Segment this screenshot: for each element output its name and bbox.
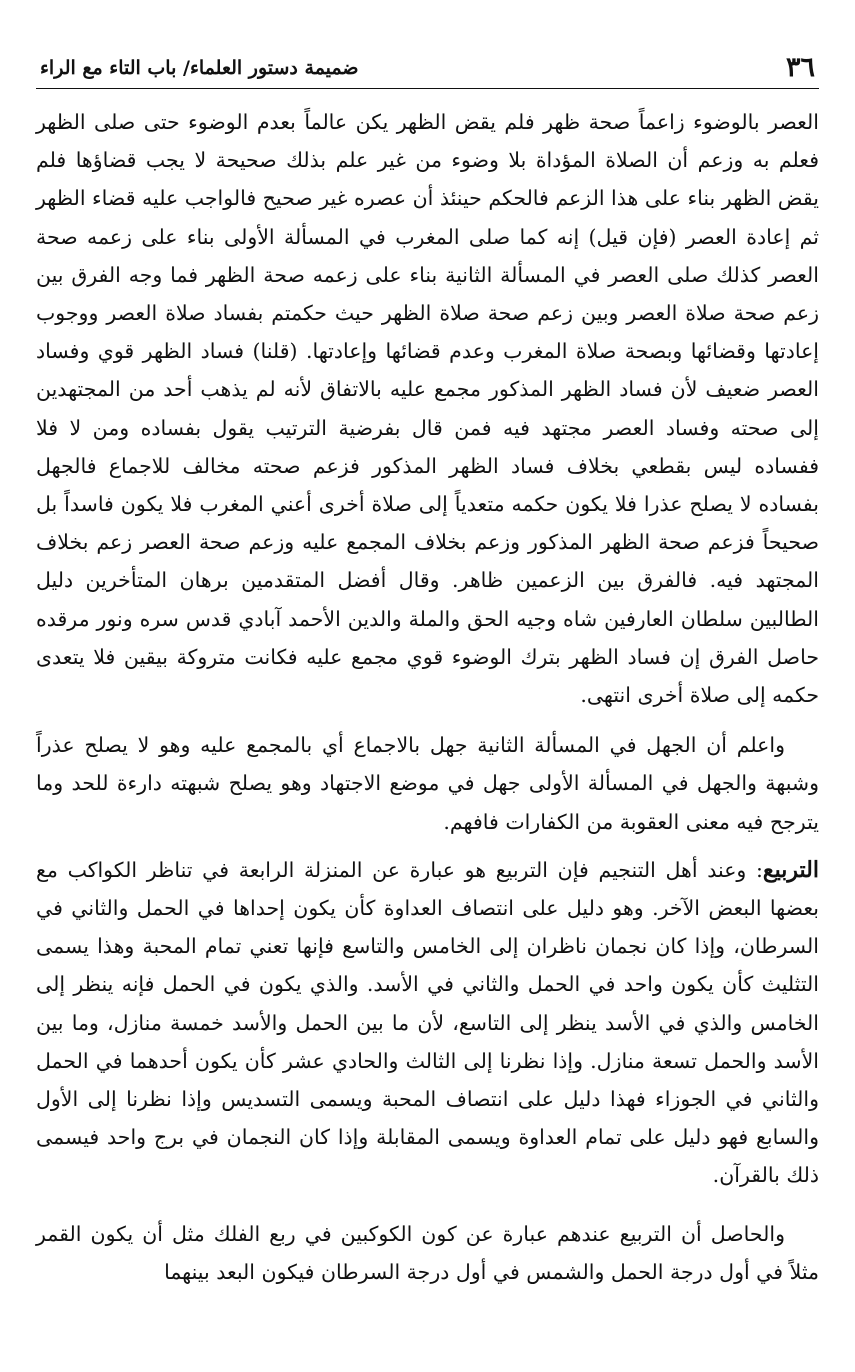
body-paragraph: العصر بالوضوء زاعماً صحة ظهر فلم يقض الظهر يكن عالماً بعدم الوضوء حتى صلى الظهر فعلم به وزعم أن الصلاة المؤداة بلا وضوء من غير علم بذلك صحيحة لا يجب قضاؤها فلم يقض الظهر بناء على هذا الزعم فالحكم حينئذ أن عصره غير صحيح فالواجب عليه قضاء الظهر ثم إعادة العصر (فإن قيل) إنه كما صلى المغرب في المسألة الأولى بناء على زعمه صحة العصر كذلك صلى العصر في المسألة الثانية بناء على زعمه صحة الظهر فما وجه الفرق بين زعم صحة صلاة العصر وبين زعم صحة صلاة الظهر حيث حكمتم بفساد صلاة العصر ووجوب إعادتها وقضائها وبصحة صلاة المغرب وعدم قضائها وإعادتها. (قلنا) فساد الظهر قوي وفساد العصر ضعيف لأن فساد الظهر المذكور مجمع عليه بالاتفاق لأنه لم يذهب أحد من المجتهدين إلى صحته وفساد العصر مجتهد فيه فمن قال بفرضية الترتيب يقول بفساده ومن لا فلا ففساده ليس بقطعي بخلاف فساد الظهر المذكور فزعم صحته مخالف للاجماع فالجهل بفساده لا يصلح عذرا فلا يكون حكمه متعدياً إلى صلاة أخرى أعني المغرب فلا يكون فاسداً بل صحيحاً فزعم صحة الظهر المذكور وزعم بخلاف المجمع عليه وزعم صحة العصر زعم بخلاف المجتهد فيه. فالفرق بين الزعمين ظاهر. وقال أفضل المتقدمين برهان المتأخرين دليل الطالبين سلطان العارفين شاه وجيه الحق والملة والدين الأحمد آبادي قدس سره ونور مرقده حاصل الفرق إن فساد الظهر بترك الوضوء قوي مجمع عليه فكانت متروكة بيقين فلا يتعدى حكمه إلى صلاة أخرى انتهى. [36, 110, 819, 708]
page-number: ٣٦ [785, 52, 815, 83]
entry-definition: : وعند أهل التنجيم فإن التربيع هو عبارة عن المنزلة الرابعة في تناظر الكواكب مع بعضها البعض الآخر. وهو دليل على انتصاف العداوة كأن يكون إحداها في الحمل والثاني في السرطان، وإذا كان نجمان ناظران إلى الخامس والتاسع فإنها تعني تمام المحبة وهذا يسمى التثليث كأن يكون واحد في الحمل والثاني في الأسد. والذي يكون في الحمل فإنه ينظر إلى الخامس والذي في الأسد ينظر إلى التاسع، لأن ما بين الحمل والأسد خمسة منازل، وما بين الأسد والحمل تسعة منازل. وإذا نظرنا إلى الثالث والحادي عشر كأن يكون أحدهما في الحمل والثاني في الجوزاء فهذا دليل على انتصاف المحبة ويسمى التسديس وإذا نظرنا إلى الأول والسابع فهو دليل على تمام العداوة ويسمى المقابلة وإذا كان النجمان في برج واحد فيسمى ذلك بالقرآن. [36, 857, 819, 1188]
header-title: ضميمة دستور العلماء/ باب التاء مع الراء [40, 57, 359, 79]
dictionary-entry [36, 851, 819, 1195]
body-paragraph: والحاصل أن التربيع عندهم عبارة عن كون الكوكبين في ربع الفلك مثل أن يكون القمر مثلاً في أول درجة الحمل والشمس في أول درجة السرطان فيكون البعد بينهما [36, 1221, 819, 1284]
entry-term: التربيع [762, 856, 819, 883]
body-paragraph: واعلم أن الجهل في المسألة الثانية جهل بالاجماع أي بالمجمع عليه وهو لا يصلح عذراً وشبهة والجهل في المسألة الأولى جهل في موضع الاجتهاد وهو يصلح شبهته دارءة للحد وما يترجح فيه معنى العقوبة من الكفارات فافهم. [36, 733, 819, 834]
running-header [36, 40, 819, 89]
document-page [36, 40, 819, 1291]
